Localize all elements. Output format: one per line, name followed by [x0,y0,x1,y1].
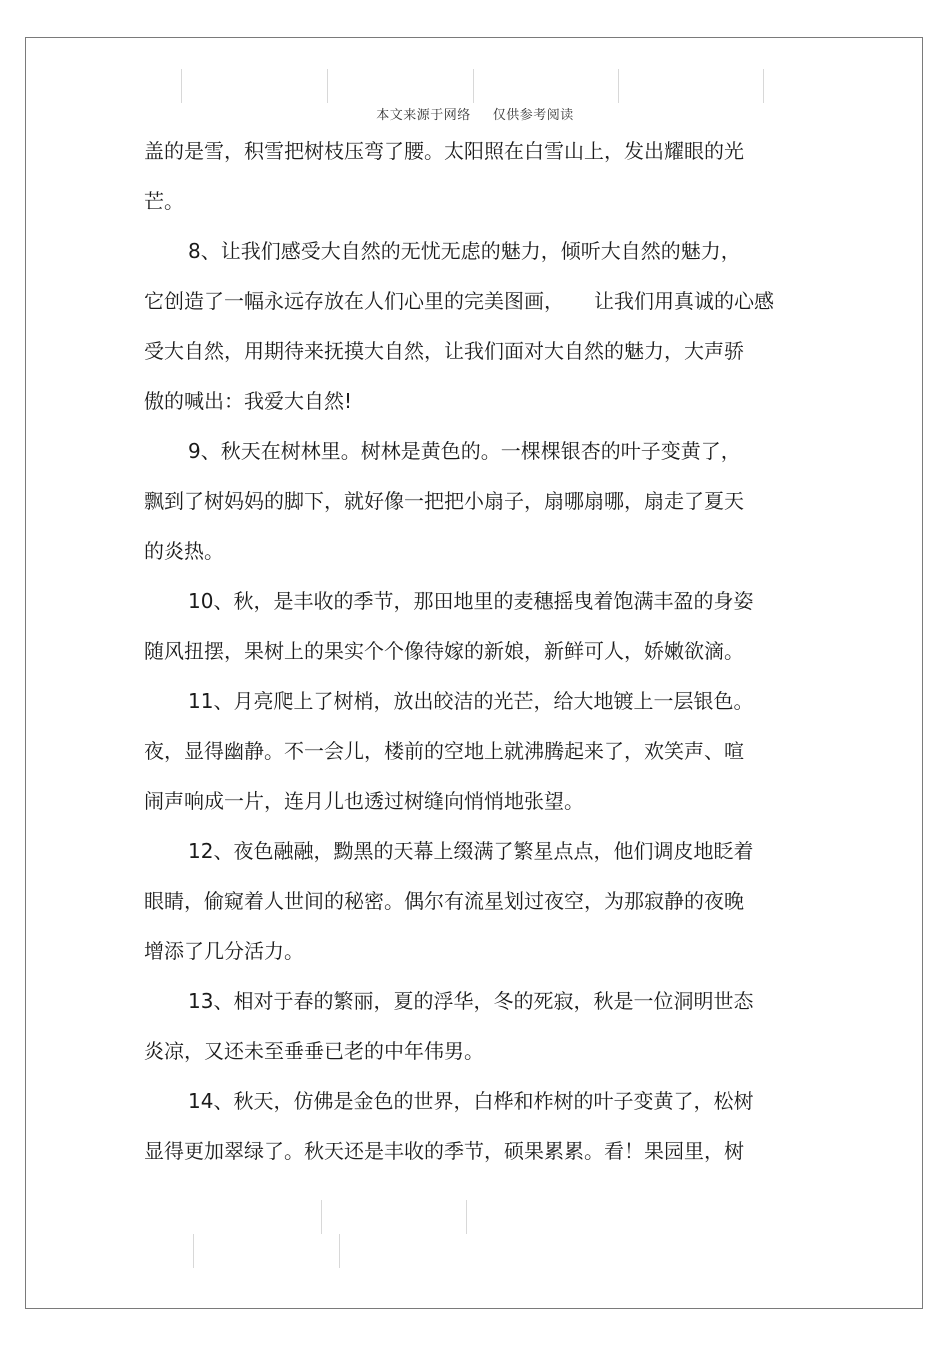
guide-line [618,69,619,103]
paragraph-start-line: 9、秋天在树林里。树林是黄色的。一棵棵银杏的叶子变黄了， [188,439,741,463]
guide-line [466,1200,467,1234]
paragraph-start-line: 11、月亮爬上了树梢，放出皎洁的光芒，给大地镀上一层银色。 [188,689,754,713]
guide-line [193,1234,194,1268]
text-line: 盖的是雪，积雪把树枝压弯了腰。太阳照在白雪山上，发出耀眼的光 [144,139,744,163]
guide-line [339,1234,340,1268]
guide-line [321,1200,322,1234]
paragraph-start-line: 13、相对于春的繁丽，夏的浮华，冬的死寂，秋是一位洞明世态 [188,989,754,1013]
text-line: 炎凉，又还未至垂垂已老的中年伟男。 [144,1039,484,1063]
paragraph-start-line: 14、秋天，仿佛是金色的世界，白桦和柞树的叶子变黄了，松树 [188,1089,754,1113]
guide-line [763,69,764,103]
reference-note: 仅供参考阅读 [492,108,574,123]
paragraph-start-line: 8、让我们感受大自然的无忧无虑的魅力，倾听大自然的魅力， [188,239,741,263]
document-body [144,126,799,1176]
text-line: 的炎热。 [144,539,224,563]
text-line: 增添了几分活力。 [144,939,304,963]
text-line: 随风扭摆，果树上的果实个个像待嫁的新娘，新鲜可人，娇嫩欲滴。 [144,639,744,663]
guide-line [181,69,182,103]
header-note [0,104,950,123]
text-line: 眼睛，偷窥着人世间的秘密。偶尔有流星划过夜空，为那寂静的夜晚 [144,889,744,913]
text-line: 闹声响成一片，连月儿也透过树缝向悄悄地张望。 [144,789,584,813]
text-line: 夜，显得幽静。不一会儿，楼前的空地上就沸腾起来了，欢笑声、喧 [144,739,744,763]
paragraph-start-line: 12、夜色融融，黝黑的天幕上缀满了繁星点点，他们调皮地眨着 [188,839,754,863]
text-line: 飘到了树妈妈的脚下，就好像一把把小扇子，扇哪扇哪，扇走了夏天 [144,489,744,513]
text-line: 芒。 [144,189,184,213]
guide-line [327,69,328,103]
source-note: 本文来源于网络 [376,108,471,123]
text-line: 受大自然，用期待来抚摸大自然，让我们面对大自然的魅力，大声骄 [144,339,744,363]
text-line: 显得更加翠绿了。秋天还是丰收的季节，硕果累累。看！果园里，树 [144,1139,744,1163]
text-line: 它创造了一幅永远存放在人们心里的完美图画， 让我们用真诚的心感 [144,289,774,313]
text-line: 傲的喊出：我爱大自然! [144,389,353,413]
paragraph-start-line: 10、秋，是丰收的季节，那田地里的麦穗摇曳着饱满丰盈的身姿 [188,589,754,613]
guide-line [473,69,474,103]
